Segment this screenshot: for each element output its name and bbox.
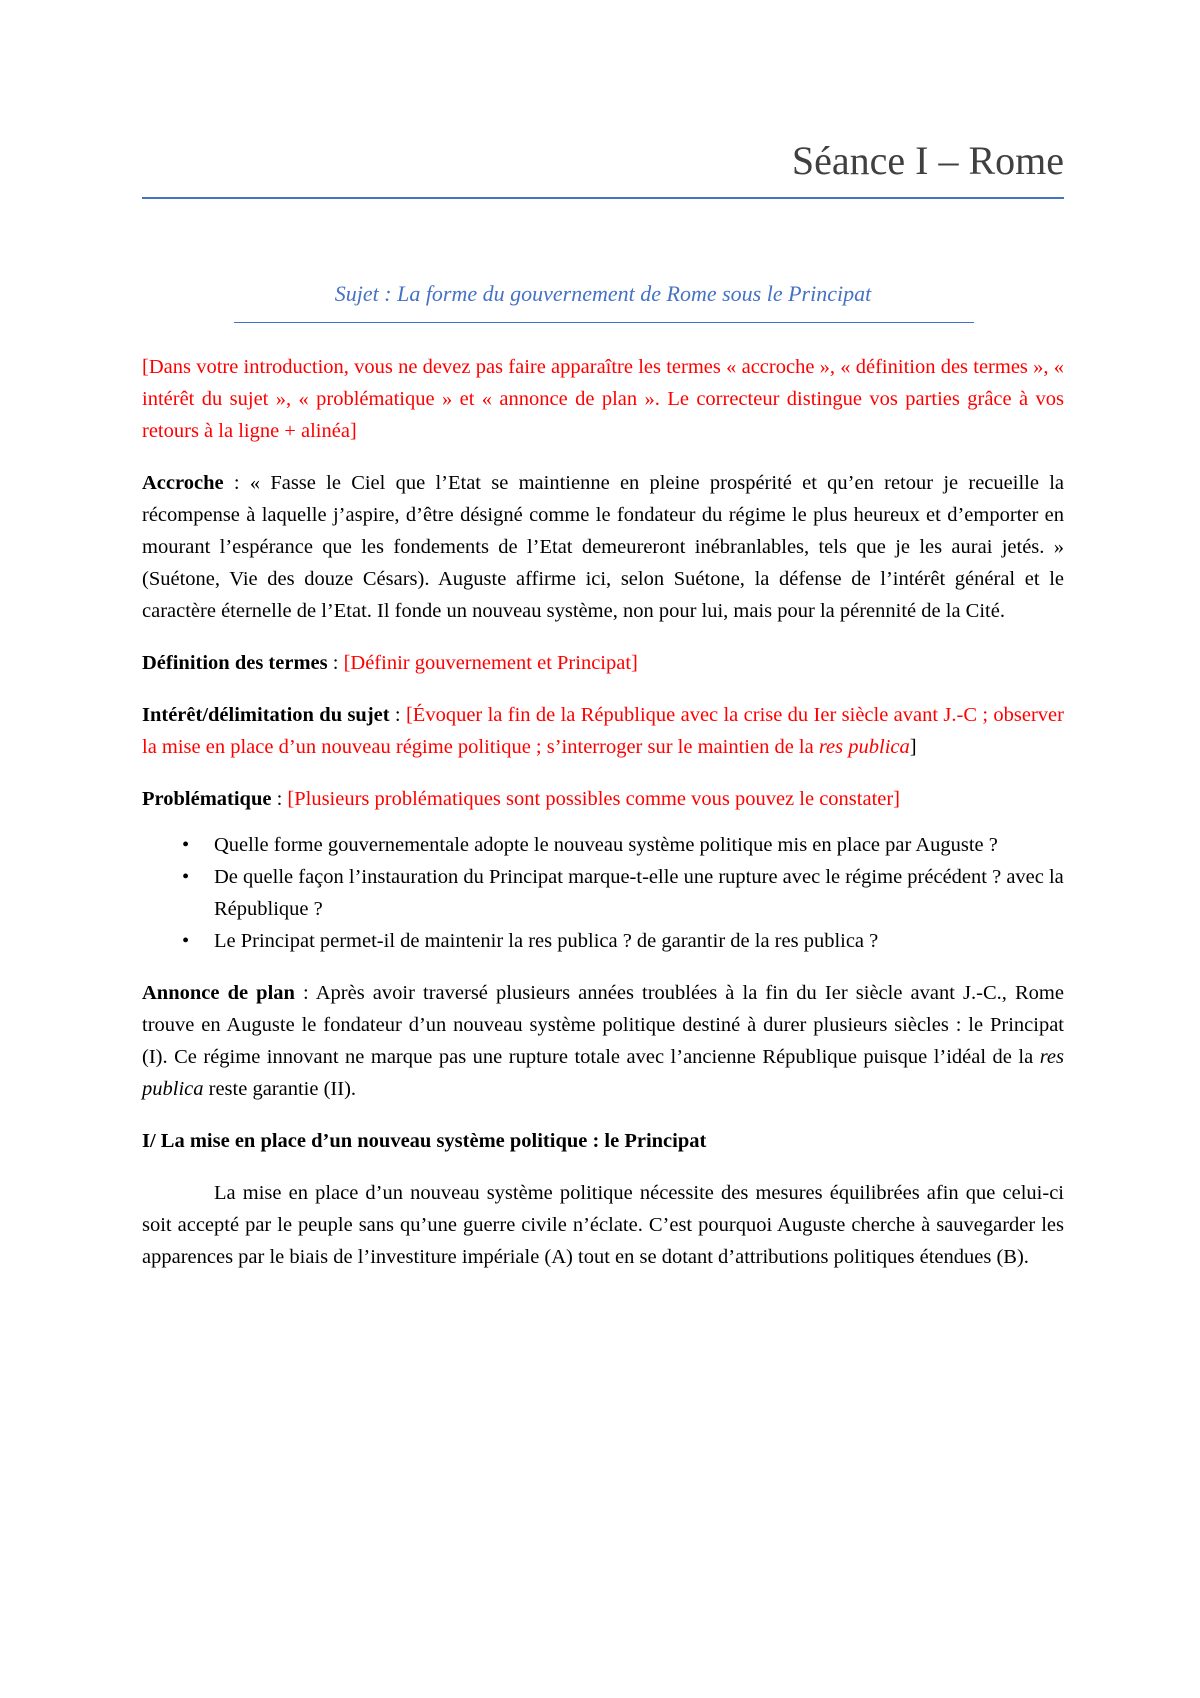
title-underline [142,197,1064,199]
document-body [142,351,1064,1293]
list-item [142,829,1064,861]
problematique-paragraph [142,783,1064,815]
interet-separator: : [389,704,406,726]
accroche-separator: : [223,472,250,494]
definition-paragraph [142,647,1064,679]
annonce-paragraph [142,977,1064,1105]
interet-note: [Évoquer la fin de la République avec la crise du Ier siècle avant J.-C ; observer la mise en place d’un nouveau régime politique ; s’interroger sur le maintien de la [142,704,1064,758]
list-item [142,925,1064,957]
annonce-text: Après avoir traversé plusieurs années troublées à la fin du Ier siècle avant J.-C., Rome trouve en Auguste le fondateur d’un nouveau système politique destiné à durer plusieurs siècles : le Principat (I). Ce régime innovant ne marque pas une rupture totale avec l’ancienne République puisque l’idéal de la [142,982,1064,1068]
problematique-list [142,829,1064,957]
accroche-paragraph [142,467,1064,627]
bullet-icon: • [182,866,190,888]
list-item-text: Le Principat permet-il de maintenir la res publica ? de garantir de la res publica ? [214,930,879,952]
problematique-label: Problématique [142,788,272,810]
bullet-icon: • [182,930,190,952]
bullet-icon: • [182,834,190,856]
annonce-text-italic: res publica [142,1046,1064,1100]
interet-paragraph [142,699,1064,763]
annonce-text-end: reste garantie (II). [203,1078,357,1100]
interet-label: Intérêt/délimitation du sujet [142,704,390,726]
accroche-label: Accroche [142,472,224,494]
section-paragraph: La mise en place d’un nouveau système politique nécessite des mesures équilibrées afin que celui-ci soit accepté par le peuple sans qu’une guerre civile n’éclate. C’est pourquoi Auguste cherche à sauvegarder les apparences par le biais de l’investiture impériale (A) tout en se dotant d’attributions politiques étendues (B). [142,1182,1064,1268]
subject-line: Sujet : La forme du gouvernement de Rome sous le Principat [334,281,872,306]
definition-label: Définition des termes [142,652,328,674]
accroche-text: « Fasse le Ciel que l’Etat se maintienne en pleine prospérité et qu’en retour je recueille la récompense à laquelle j’aspire, d’être désigné comme le fondateur du régime le plus heureux et d’emporter en mourant l’espérance que les fondements de l’Etat demeureront inébranlables, tels que je les aurai jetés. » (Suétone, Vie des douze Césars). Auguste affirme ici, selon Suétone, la défense de l’intérêt général et le caractère éternelle de l’Etat. Il fonde un nouveau système, non pour lui, mais pour la pérennité de la Cité. [142,472,1064,622]
problematique-note: [Plusieurs problématiques sont possibles comme vous pouvez le constater] [287,788,901,810]
problematique-separator: : [271,788,288,810]
interet-note-italic: res publica [818,736,910,758]
interet-note-end: ] [909,736,917,758]
list-item-text: Quelle forme gouvernementale adopte le nouveau système politique mis en place par Auguste ? [214,834,998,856]
document-title: Séance I – Rome [791,138,1064,183]
annonce-label: Annonce de plan [142,982,295,1004]
instructions-note: [Dans votre introduction, vous ne devez pas faire apparaître les termes « accroche », « définition des termes », « intérêt du sujet », « problématique » et « annonce de plan ». Le correcteur distingue vos parties grâce à vos retours à la ligne + alinéa] [142,356,1064,442]
subject-underline [234,322,974,323]
section-heading: I/ La mise en place d’un nouveau système politique : le Principat [142,1130,707,1152]
annonce-separator: : [294,982,316,1004]
list-item-text: De quelle façon l’instauration du Principat marque-t-elle une rupture avec le régime précédent ? avec la République ? [214,866,1064,920]
definition-note: [Définir gouvernement et Principat] [343,652,638,674]
definition-separator: : [327,652,344,674]
list-item [142,861,1064,925]
